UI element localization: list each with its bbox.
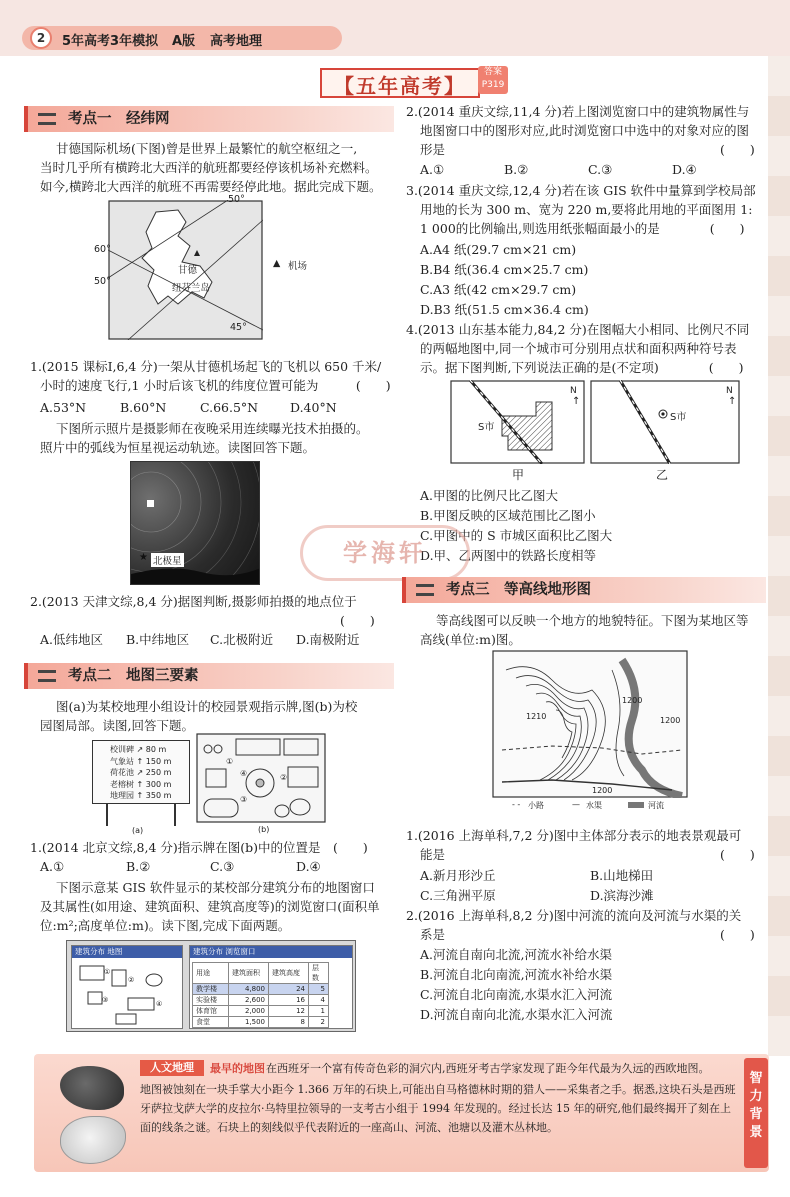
legend-item: 小路 (528, 801, 544, 810)
table-cell: 12 (269, 1006, 309, 1017)
gis-map-title: 建筑分布 地图 (72, 946, 182, 958)
map-yi (590, 380, 740, 464)
gis-shapes-svg (72, 958, 182, 1028)
airport-legend-icon: ▲ (273, 258, 281, 269)
option: B.② (126, 859, 151, 874)
option: B.甲图反映的区域范围比乙图小 (420, 508, 596, 523)
option: D.④ (296, 859, 321, 874)
gis-intro-2: 及其属性(如用途、建筑面积、建筑高度等)的浏览窗口(面积单 (40, 899, 380, 914)
figure-b-campus-map (196, 733, 326, 835)
section-1-title: 考点一 经纬网 (68, 111, 170, 127)
map-yi-label: 乙 (656, 468, 669, 482)
shape-label: ③ (102, 996, 109, 1004)
side-badge: 智力背景 (744, 1058, 768, 1168)
legend-item: 水渠 (586, 801, 602, 810)
r-q3-line1: 3.(2014 重庆文综,12,4 分)若在该 GIS 软件中量算到学校局部 (406, 183, 756, 198)
s2-q1: 1.(2014 北京文综,8,4 分)指示牌在图(b)中的位置是 ( ) (30, 840, 368, 855)
option: A.① (40, 859, 65, 874)
section-icon (38, 113, 56, 125)
campus-svg (196, 733, 326, 825)
answer-tag (478, 66, 508, 94)
table-header: 建筑面积 (229, 963, 269, 984)
option: D.河流自南向北流,水渠水汇入河流 (420, 1007, 613, 1022)
map-jia-svg (450, 380, 585, 464)
contour-svg (492, 650, 688, 798)
table-cell: 1 (309, 1006, 329, 1017)
box-text: 面的线条之谜。石块上的刻线似乎代表附近的一座高山、河流、池塘以及灌木丛林地。 (140, 1121, 558, 1134)
lat-label: 50° (94, 276, 111, 287)
section-3-header (402, 577, 766, 603)
section-icon (416, 584, 434, 596)
table-row[interactable] (193, 1017, 329, 1028)
option: C.③ (210, 859, 235, 874)
legend-canal-icon: — (572, 800, 580, 809)
table-cell: 食堂 (193, 1017, 229, 1028)
map-jia (450, 380, 585, 464)
table-row[interactable] (193, 1006, 329, 1017)
photo-intro-1: 下图所示照片是摄影师在夜晚采用连续曝光技术拍摄的。 (56, 421, 369, 436)
shape-label: ④ (156, 1000, 163, 1008)
sign-rows (110, 744, 171, 802)
s1-q2-line1: 2.(2013 天津文综,8,4 分)据图判断,摄影师拍摄的地点位于 (30, 594, 357, 609)
s3-q1-line1: 1.(2016 上海单科,7,2 分)图中主体部分表示的地表景观最可 (406, 828, 742, 843)
table-cell: 1,500 (229, 1017, 269, 1028)
map-jia-label: 甲 (512, 468, 525, 482)
option: D.南极附近 (296, 632, 360, 647)
option: A.① (420, 162, 445, 177)
lat-label: 50° (228, 194, 245, 205)
table-header: 用途 (193, 963, 229, 984)
s3-q1-line2: 能是 ( ) (420, 847, 755, 862)
option: C.③ (588, 162, 613, 177)
book-edition: A版 (172, 34, 196, 49)
option: D.甲、乙两图中的铁路长度相等 (420, 548, 597, 563)
caption-b: (b) (258, 825, 270, 834)
option: C.三角洲平原 (420, 888, 496, 903)
watermark: 学海轩 (300, 525, 470, 581)
option: D.滨海沙滩 (590, 888, 654, 903)
figure-a-sign (92, 740, 190, 835)
s1-intro-3: 如今,横跨北大西洋的航班不再需要经停此地。据此完成下题。 (40, 179, 382, 194)
gis-attr-table (192, 962, 329, 1028)
table-cell: 实验楼 (193, 995, 229, 1006)
star-icon: ★ (139, 552, 148, 563)
book-series: 5年高考3年模拟 (62, 34, 159, 49)
gis-intro-1: 下图示意某 GIS 软件显示的某校部分建筑分布的地图窗口 (56, 880, 375, 895)
table-cell: 2 (309, 1017, 329, 1028)
s2-intro-1: 图(a)为某校地理小组设计的校园景观指示牌,图(b)为校 (56, 699, 358, 714)
position-label: ④ (240, 769, 248, 778)
option: A.新月形沙丘 (420, 868, 496, 883)
contour-label: 1200 (592, 786, 613, 795)
option: D.④ (672, 162, 697, 177)
city-label: S市 (478, 422, 495, 433)
city-label: S市 (670, 412, 687, 423)
box-text: 地图被蚀刻在一块手掌大小距今 1.366 万年的石块上,可能出自马格德林时期的猎人——采集者之手。据悉,这块石头是西班 (140, 1083, 736, 1096)
gis-browse-title: 建筑分布 浏览窗口 (190, 946, 352, 958)
option: B.河流自北向南流,河流水补给水渠 (420, 967, 613, 982)
option: B.② (504, 162, 529, 177)
s2-intro-2: 园图局部。读图,回答下题。 (40, 718, 194, 733)
r-q3-line2: 用地的长为 300 m、宽为 220 m,要将此用地的平面图用 1: (420, 202, 753, 217)
option: D.B3 纸(51.5 cm×36.4 cm) (420, 302, 589, 317)
r-q2-line3: 形是 ( ) (420, 142, 755, 157)
s1-q1-line1: 1.(2015 课标Ⅰ,6,4 分)一架从甘德机场起飞的飞机以 650 千米/ (30, 359, 382, 374)
section-1-header (24, 106, 394, 132)
box-text: 牙萨拉戈萨大学的皮拉尔·乌特里拉领导的一支考古小组于 1994 年发现的。经过长达 15 年的研究,他们最终揭开了刻在上 (140, 1102, 731, 1115)
option: A.甲图的比例尺比乙图大 (420, 488, 559, 503)
sign-row: 老榕树 ↑ 300 m (110, 779, 172, 789)
contour-map (492, 650, 688, 810)
table-cell: 4 (309, 995, 329, 1006)
contour-label: 1210 (526, 712, 547, 721)
section-3-title: 考点三 等高线地形图 (446, 582, 591, 598)
option: D.40°N (290, 400, 337, 415)
answer-page: P319 (481, 80, 505, 90)
shape-label: ② (128, 976, 135, 984)
option: A.河流自南向北流,河流水补给水渠 (420, 947, 612, 962)
r-q4-line3: 示。据下图判断,下列说法正确的是(不定项) ( ) (420, 360, 744, 375)
option: A.53°N (40, 400, 87, 415)
option: A.低纬地区 (40, 632, 104, 647)
table-cell: 8 (269, 1017, 309, 1028)
legend-item: 河流 (648, 801, 664, 810)
option: B.B4 纸(36.4 cm×25.7 cm) (420, 262, 589, 277)
sign-row: 气象站 ↑ 150 m (110, 756, 172, 766)
newfoundland-map (94, 194, 263, 340)
lat-label: 45° (230, 322, 247, 333)
box-text: 在西班牙一个富有传奇色彩的洞穴内,西班牙考古学家发现了距今年代最为久远的西欧地图。 (266, 1062, 710, 1075)
r-q4-line2: 的两幅地图中,同一个城市可分别用点状和面积两种符号表 (420, 341, 737, 356)
table-cell: 教学楼 (193, 984, 229, 995)
humanities-tag: 人文地理 (140, 1060, 204, 1076)
table-header: 层数 (309, 963, 329, 984)
contour-label: 1200 (660, 716, 681, 725)
section-icon (38, 670, 56, 682)
book-subject: 高考地理 (210, 34, 263, 49)
table-cell: 2,600 (229, 995, 269, 1006)
page-number: 2 (30, 27, 52, 49)
table-cell: 5 (309, 984, 329, 995)
table-header-row (193, 963, 329, 984)
position-label: ① (226, 757, 234, 766)
map-yi-svg (590, 380, 740, 464)
sign-post (174, 804, 176, 826)
north-arrow: N (726, 386, 733, 396)
right-decoration (768, 56, 790, 1056)
north-arrow: N (570, 386, 577, 396)
table-cell: 16 (269, 995, 309, 1006)
s1-intro-2: 当时几乎所有横跨北大西洋的航班都要经停该机场补充燃料。 (40, 160, 378, 175)
s3-intro-2: 高线(单位:m)图。 (420, 632, 521, 647)
table-cell: 24 (269, 984, 309, 995)
north-arrow-icon: ↑ (572, 396, 581, 407)
polaris-label: 北极星 (151, 553, 184, 567)
sign-row: 校训碑 ↗ 80 m (110, 745, 167, 754)
star-trail-photo (130, 461, 260, 585)
position-label: ② (280, 773, 288, 782)
answer-label: 答案 (483, 67, 502, 77)
sign-post (106, 804, 108, 826)
table-row[interactable] (193, 984, 329, 995)
legend-river-icon (628, 802, 644, 808)
r-q3-line3: 1 000的比例输出,则选用纸张幅面最小的是 ( ) (420, 221, 745, 236)
north-arrow-icon: ↑ (728, 396, 737, 407)
s1-intro-1: 甘德国际机场(下图)曾是世界上最繁忙的航空枢纽之一, (56, 141, 358, 156)
r-q4-line1: 4.(2013 山东基本能力,84,2 分)在图幅大小相同、比例尺不同 (406, 322, 750, 337)
option: C.甲图中的 S 市城区面积比乙图大 (420, 528, 613, 543)
r-q2-line1: 2.(2014 重庆文综,11,4 分)若上图浏览窗口中的建筑物属性与 (406, 104, 750, 119)
gis-map-window (71, 945, 183, 1029)
gis-browse-window (189, 945, 353, 1029)
option: C.A3 纸(42 cm×29.7 cm) (420, 282, 577, 297)
table-cell: 体育馆 (193, 1006, 229, 1017)
contour-label: 1200 (622, 696, 643, 705)
airport-legend: 机场 (288, 261, 308, 272)
table-row[interactable] (193, 995, 329, 1006)
gander-label: 甘德 (178, 265, 198, 276)
option: B.中纬地区 (126, 632, 190, 647)
legend-path-icon: - - (512, 800, 521, 809)
island-label: 纽芬兰岛 (172, 283, 211, 294)
box-title: 最早的地图 (210, 1062, 265, 1075)
option: C.河流自北向南流,水渠水汇入河流 (420, 987, 613, 1002)
s1-q2-line2: ( ) (340, 613, 375, 628)
gis-screenshot (66, 940, 356, 1032)
section-2-header (24, 663, 394, 689)
option: A.A4 纸(29.7 cm×21 cm) (420, 242, 577, 257)
option: C.北极附近 (210, 632, 274, 647)
sign-row: 荷花池 ↗ 250 m (110, 768, 172, 777)
section-2-title: 考点二 地图三要素 (68, 668, 199, 684)
r-q2-line2: 地图窗口中的图形对应,此时浏览窗口中选中的对象对应的图 (420, 123, 749, 138)
banner-title: 【五年高考】 (334, 74, 466, 98)
s3-intro-1: 等高线图可以反映一个地方的地貌特征。下图为某地区等 (436, 613, 749, 628)
sign-row: 地理园 ↑ 350 m (110, 791, 172, 800)
s3-q2-line2: 系是 ( ) (420, 927, 755, 942)
gis-intro-3: 位:m²;高度单位:m)。读下图,完成下面两题。 (40, 918, 291, 933)
table-cell: 2,000 (229, 1006, 269, 1017)
shape-label: ① (104, 968, 111, 976)
photo-intro-2: 照片中的弧线为恒星视运动轨迹。读图回答下题。 (40, 440, 316, 455)
caption-a: (a) (132, 826, 144, 835)
lat-label: 60° (94, 244, 111, 255)
table-header: 建筑高度 (269, 963, 309, 984)
option: C.66.5°N (200, 400, 259, 415)
option: B.60°N (120, 400, 167, 415)
option: B.山地梯田 (590, 868, 654, 883)
s3-q2-line1: 2.(2016 上海单科,8,2 分)图中河流的流向及河流与水渠的关 (406, 908, 742, 923)
s1-q1-line2: 小时的速度飞行,1 小时后该飞机的纬度位置可能为 ( ) (40, 378, 391, 393)
position-label: ③ (240, 795, 248, 804)
table-cell: 4,800 (229, 984, 269, 995)
